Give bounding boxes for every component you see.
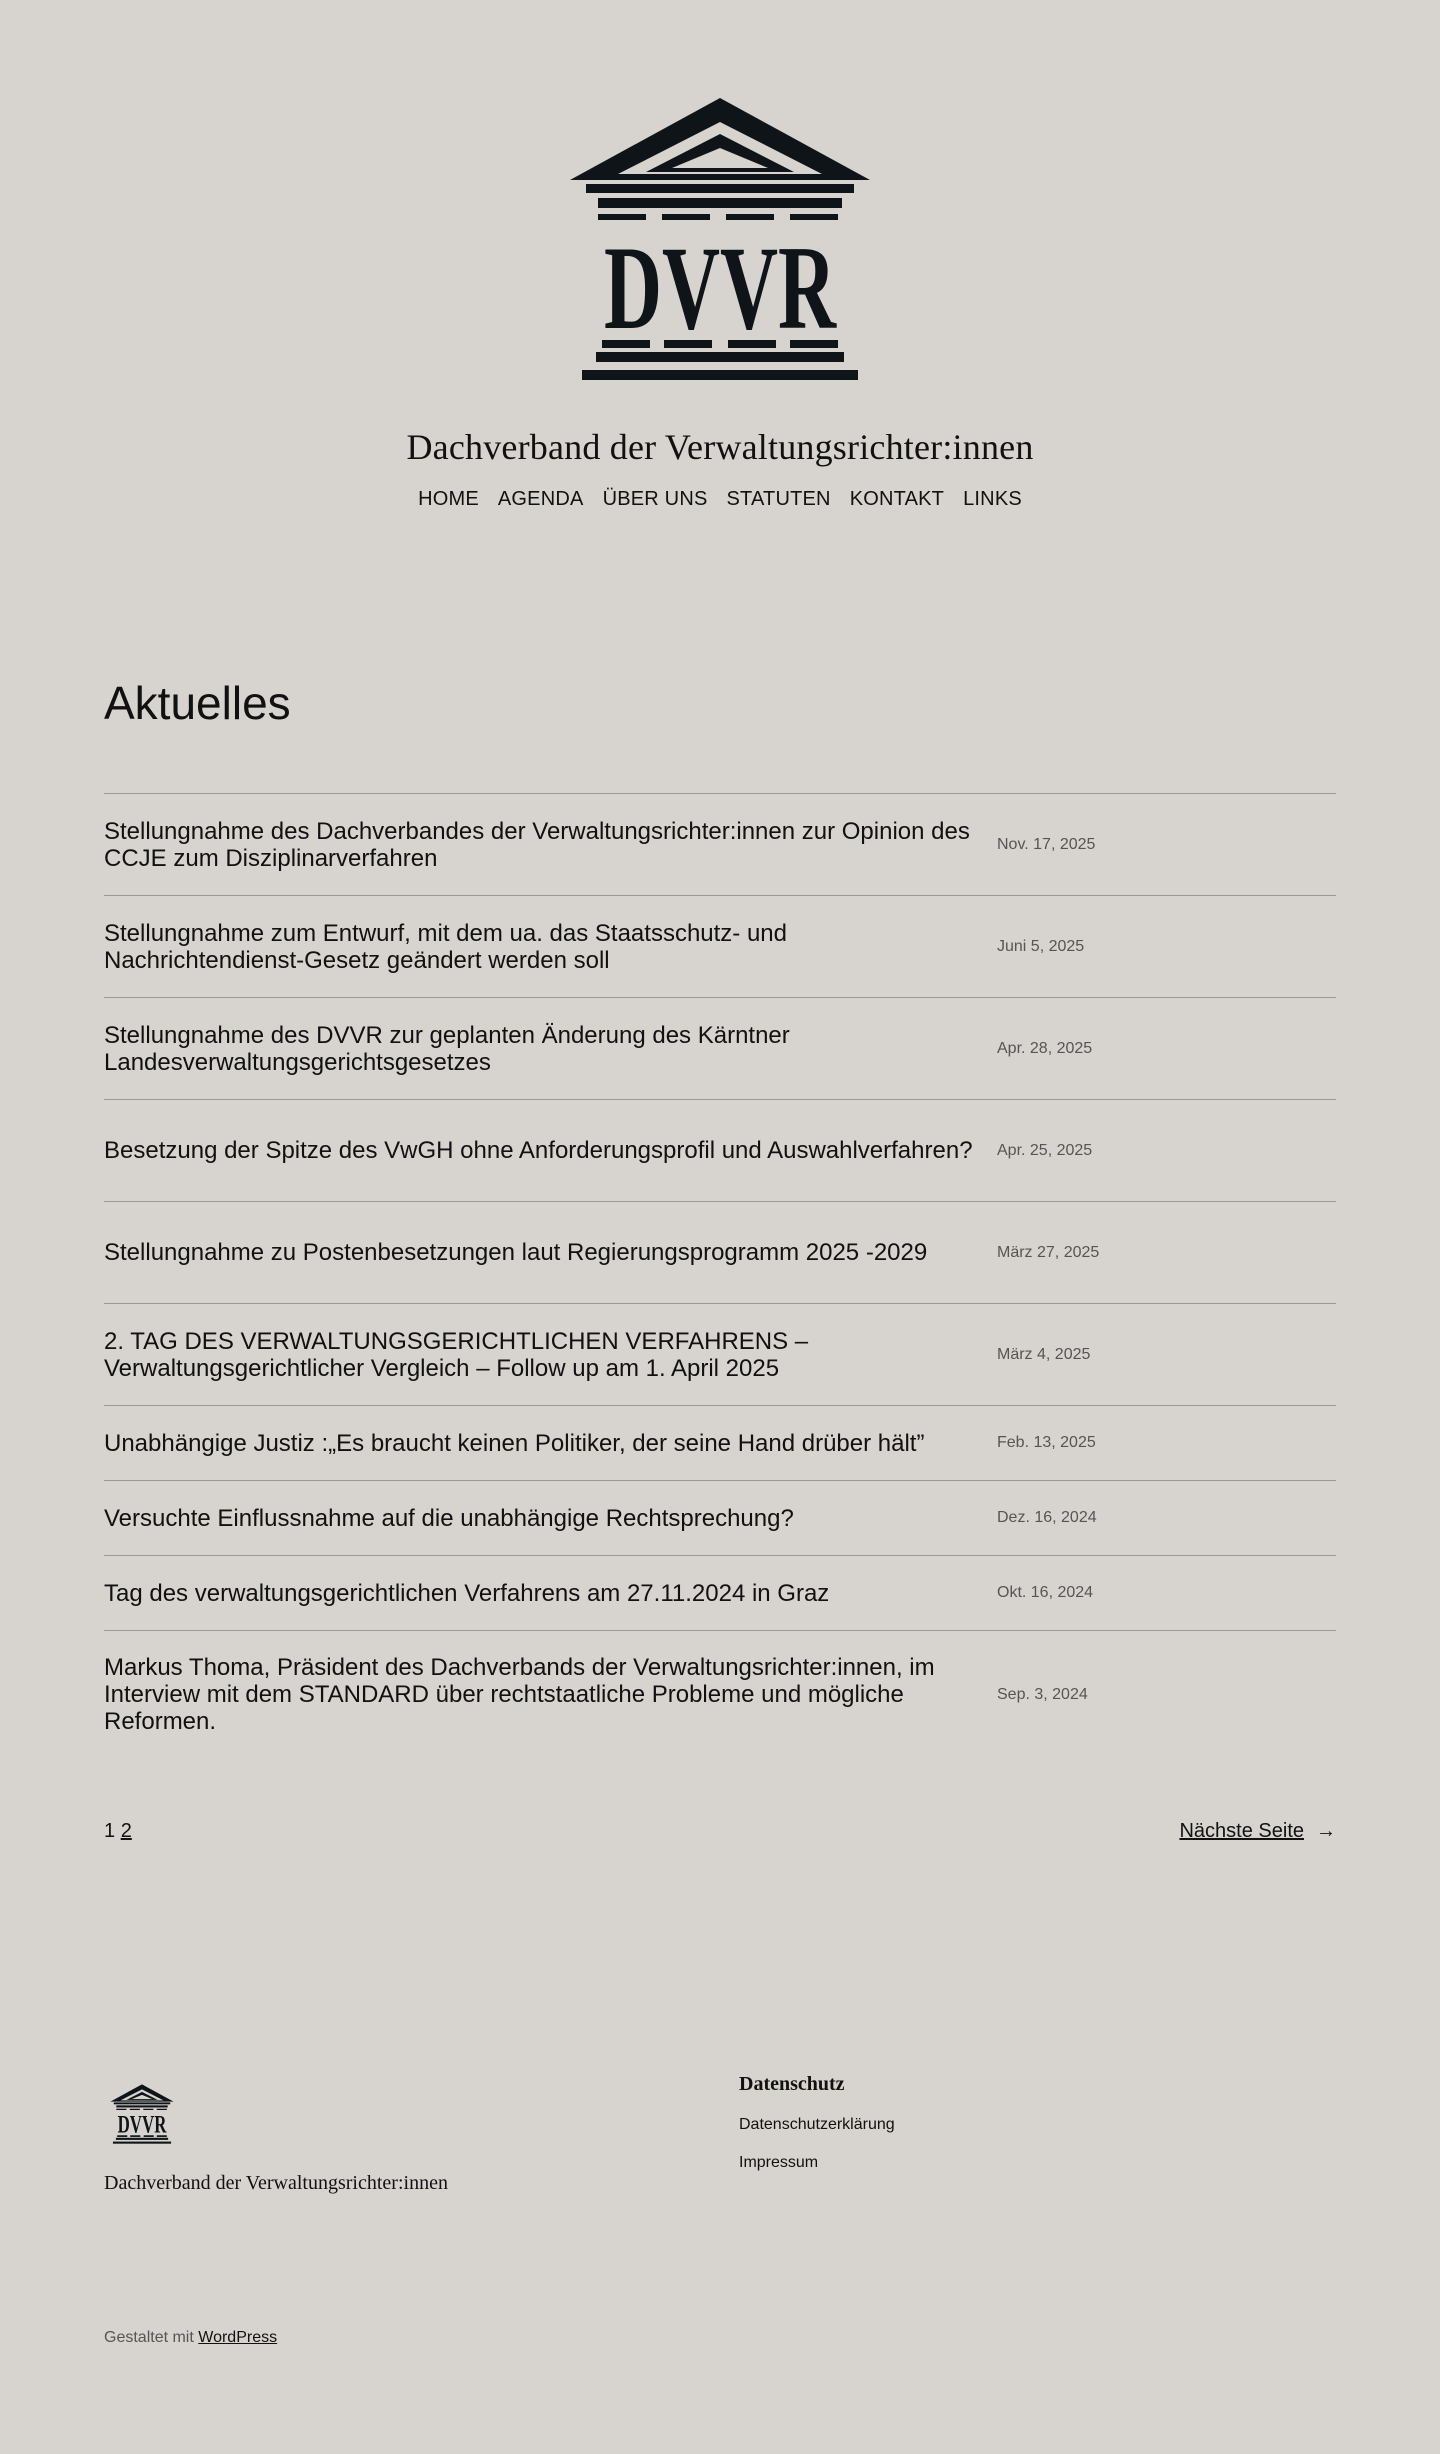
nav-item-links[interactable]: LINKS <box>963 488 1022 510</box>
post-title-link[interactable]: Besetzung der Spitze des VwGH ohne Anforderungsprofil und Auswahlverfahren? <box>104 1137 973 1164</box>
page-title: Aktuelles <box>104 677 291 729</box>
post-item <box>104 895 1336 997</box>
post-title-link[interactable]: Stellungnahme zu Postenbesetzungen laut Regierungsprogramm 2025 -2029 <box>104 1239 928 1266</box>
post-date: Sep. 3, 2024 <box>997 1685 1088 1703</box>
dvvr-logo-small[interactable] <box>110 2083 174 2145</box>
footer-column-heading: Datenschutz <box>739 2073 845 2095</box>
post-date: Okt. 16, 2024 <box>997 1584 1094 1601</box>
post-item <box>104 793 1336 895</box>
footer-link-impressum[interactable]: Impressum <box>739 2154 819 2171</box>
post-title-link[interactable]: Unabhängige Justiz :„Es braucht keinen Politiker, der seine Hand drüber hält” <box>104 1429 925 1457</box>
post-title-link[interactable]: 2. TAG DES VERWALTUNGSGERICHTLICHEN VERFAHRENS – Verwaltungsgerichtlicher Vergleich – Follow up am 1. April 2025 <box>104 1327 809 1382</box>
post-date: Apr. 28, 2025 <box>997 1039 1093 1057</box>
nav-item-kontakt[interactable]: KONTAKT <box>849 488 945 510</box>
post-date: Dez. 16, 2024 <box>997 1509 1097 1526</box>
site-title[interactable]: Dachverband der Verwaltungsrichter:innen <box>406 427 1034 467</box>
pagination-numbers <box>104 1820 132 1843</box>
site-header <box>0 0 1440 560</box>
post-item <box>104 1405 1336 1480</box>
post-item <box>104 1630 1336 1758</box>
post-title-link[interactable]: Stellungnahme zum Entwurf, mit dem ua. das Staatsschutz- und Nachrichtendienst-Gesetz geändert werden soll <box>104 919 788 974</box>
post-date: Apr. 25, 2025 <box>997 1141 1093 1159</box>
post-date: Feb. 13, 2025 <box>997 1434 1096 1451</box>
pagination-current: 1 <box>104 1820 116 1842</box>
post-item <box>104 1480 1336 1555</box>
post-date: Nov. 17, 2025 <box>997 835 1096 853</box>
next-page-label[interactable]: Nächste Seite <box>1179 1820 1304 1842</box>
credit-prefix: Gestaltet mit <box>104 2329 194 2346</box>
post-item <box>104 1099 1336 1201</box>
logo-lettering: DVVR <box>117 2110 167 2139</box>
post-title-link[interactable]: Stellungnahme des DVVR zur geplanten Änderung des Kärntner Landesverwaltungsgerichtsgesetzes <box>104 1021 790 1076</box>
footer-datenschutz-column <box>739 2073 895 2192</box>
wordpress-link[interactable]: WordPress <box>198 2329 278 2346</box>
footer-credit <box>104 2329 277 2347</box>
main-nav <box>0 488 1440 511</box>
post-item <box>104 997 1336 1099</box>
post-date: März 27, 2025 <box>997 1243 1100 1261</box>
post-date: Juni 5, 2025 <box>997 937 1085 955</box>
nav-item-ueber-uns[interactable]: ÜBER UNS <box>602 488 708 510</box>
post-item <box>104 1555 1336 1630</box>
dvvr-logo[interactable] <box>568 96 872 382</box>
post-list <box>104 793 1336 1758</box>
arrow-right-icon[interactable]: → <box>1316 1820 1336 1842</box>
post-date: März 4, 2025 <box>997 1345 1091 1363</box>
post-title-link[interactable]: Versuchte Einflussnahme auf die unabhängige Rechtsprechung? <box>104 1504 794 1532</box>
nav-item-agenda[interactable]: AGENDA <box>497 488 584 510</box>
next-page-link[interactable] <box>1179 1820 1336 1843</box>
logo-lettering: DVVR <box>604 221 837 354</box>
post-item <box>104 1201 1336 1303</box>
post-title-link[interactable]: Tag des verwaltungsgerichtlichen Verfahrens am 27.11.2024 in Graz <box>104 1579 830 1607</box>
post-title-link[interactable]: Stellungnahme des Dachverbandes der Verwaltungsrichter:innen zur Opinion des CCJE zum Disziplinarverfahren <box>104 817 970 872</box>
nav-item-home[interactable]: HOME <box>418 488 479 510</box>
footer-link-datenschutzerklaerung[interactable]: Datenschutzerklärung <box>739 2116 895 2133</box>
post-item <box>104 1303 1336 1405</box>
nav-item-statuten[interactable]: STATUTEN <box>726 488 831 510</box>
footer-site-title[interactable]: Dachverband der Verwaltungsrichter:innen <box>104 2172 448 2194</box>
post-title-link[interactable]: Markus Thoma, Präsident des Dachverbands der Verwaltungsrichter:innen, im Interview mit dem STANDARD über rechtstaatliche Probleme und mögliche Reformen. <box>104 1654 935 1735</box>
pagination-page-2[interactable]: 2 <box>120 1820 132 1842</box>
